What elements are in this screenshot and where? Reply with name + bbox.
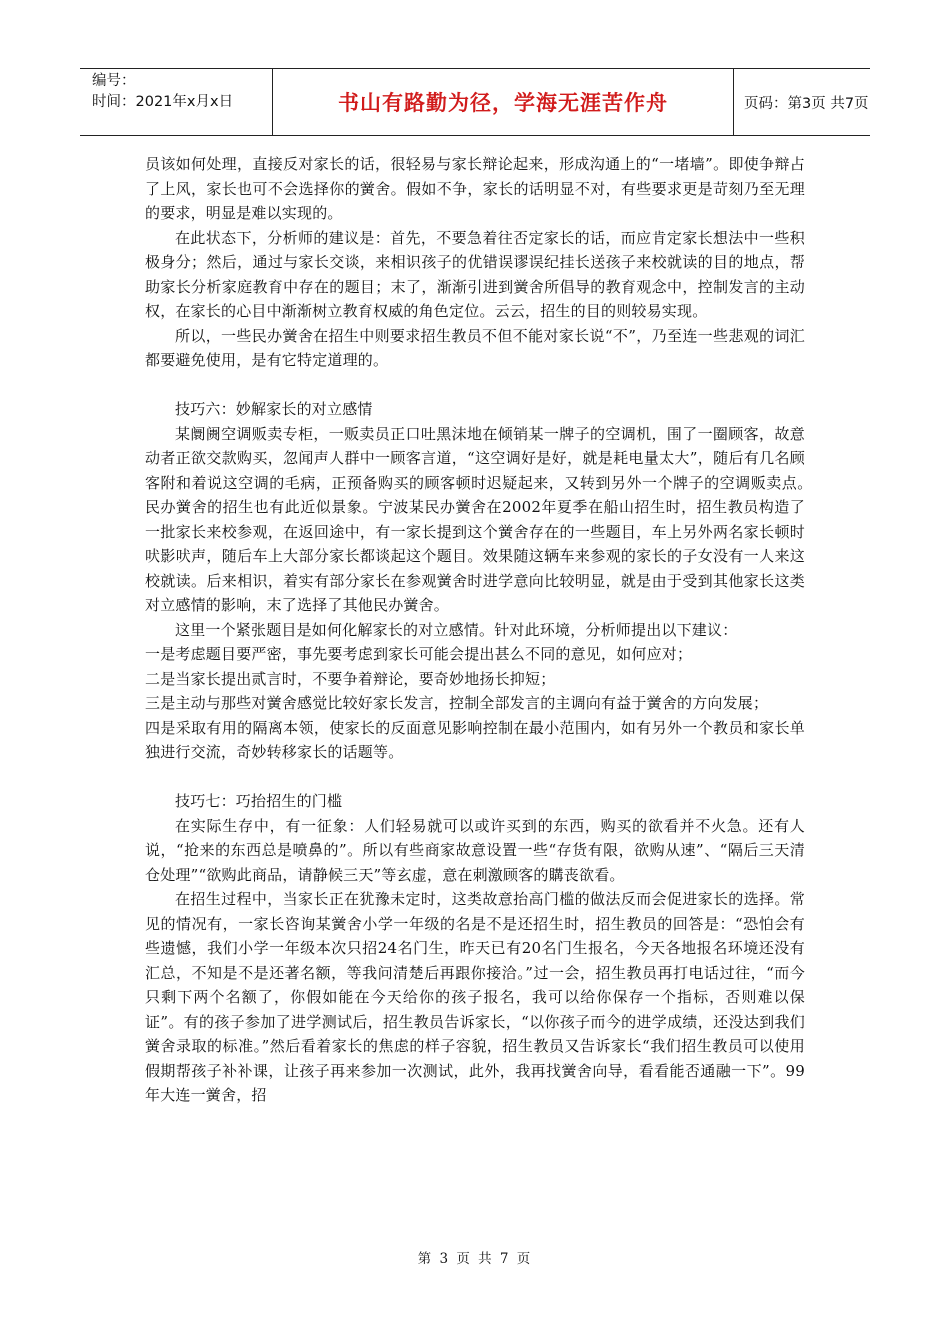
header-meta-cell	[80, 69, 272, 135]
list-item: 二是当家长提出贰言时，不要争着辩论，要奇妙地扬长抑短；	[145, 669, 556, 688]
document-time-label: 时间：2021年x月x日	[92, 94, 234, 110]
header-motto: 书山有路勤为径，学海无涯苦作舟	[338, 91, 668, 115]
section-heading: 技巧六：妙解家长的对立感情	[175, 400, 373, 418]
header-motto-cell	[272, 69, 734, 135]
list-item: 一是考虑题目要严密，事先要考虑到家长可能会提出甚么不同的意见，如何应对；	[145, 645, 693, 663]
document-number-label: 编号：	[92, 73, 136, 89]
list-item: 三是主动与那些对黉舍感觉比较好家长发言，控制全部发言的主调向有益于黉舍的方向发展；	[145, 694, 769, 712]
body-paragraph: 某阛阓空调贩卖专柜，一贩卖员正口吐黑沫地在倾销某一牌子的空调机，围了一圈顾客，故意动者正欲交款购买，忽闻声人群中一顾客言道，“这空调好是好，就是耗电量太大”，随后有几名顾客附和着说这空调的毛病，正预备购买的顾客顿时迟疑起来，又转到另外一个牌子的空调贩卖点。 民办黉舍的招生也有此近似景象。宁波某民办黉舍在2002年夏季在船山招生时，招生教员构造了一批家长来校参观，在返回途中，有一家长提到这个黉舍存在的一些题目，车上另外两名家长顿时吠影吠声，随后车上大部分家长都谈起这个题目。效果随这辆车来参观的家长的子女没有一人来这校就读。后来相识，着实有部分家长在参观黉舍时进学意向比较明显，就是由于受到其他家长这类对立感情的影响，末了选择了其他民办黉舍。	[145, 424, 836, 614]
body-paragraph: 在此状态下，分析师的建议是：首先，不要急着往否定家长的话，而应肯定家长想法中一些积极身分；然后，通过与家长交谈，来相识孩子的优错误谬误纪挂长送孩子来校就读的目的地点，帮助家长分析家庭教育中存在的题目；末了，渐渐引进到黉舍所倡导的教育观念中，控制发言的主动权，在家长的心目中渐渐树立教育权威的角色定位。云云，招生的目的则较易实现。	[145, 228, 805, 320]
list-item: 四是采取有用的隔离本领，使家长的反面意见影响控制在最小范围内，如有另外一个教员和家长单独进行交流，奇妙转移家长的话题等。	[145, 718, 805, 761]
page-footer	[0, 1247, 950, 1267]
body-paragraph: 员该如何处理，直接反对家长的话，很轻易与家长辩论起来，形成沟通上的“一堵墙”。即使争辩占了上风，家长也可不会选择你的黉舍。假如不争，家长的话明显不对，有些要求更是苛刻乃至无理的要求，明显是难以实现的。	[145, 155, 805, 222]
body-paragraph: 在实际生存中，有一征象：人们轻易就可以或许买到的东西，购买的欲看并不火急。还有人说，“抢来的东西总是喷鼻的”。所以有些商家故意设置一些“存货有限，欲购从速”、“隔后三天清仓处理”“欲购此商品，请静候三天”等玄虚，意在刺激顾客的購丧欲看。	[145, 816, 805, 884]
header-page-cell	[734, 69, 870, 135]
section-gap	[145, 765, 805, 790]
section-gap	[145, 373, 805, 398]
section-heading: 技巧七：巧抬招生的门槛	[175, 792, 343, 810]
body-paragraph: 所以，一些民办黉舍在招生中则要求招生教员不但不能对家长说“不”，乃至连一些悲观的词汇都要避免使用，是有它特定道理的。	[145, 326, 805, 369]
body-paragraph: 这里一个紧张题目是如何化解家长的对立感情。针对此环境，分析师提出以下建议：	[175, 620, 738, 639]
document-body	[145, 152, 836, 1108]
footer-page-number: 第 3 页 共 7 页	[417, 1251, 533, 1267]
body-paragraph: 在招生过程中，当家长正在犹豫未定时，这类故意抬高门槛的做法反而会促进家长的选择。常见的情况有，一家长咨询某黉舍小学一年级的名是不是还招生时，招生教员的回答是：“恐怕会有些遗憾，我们小学一年级本次只招24名门生，昨天已有20名门生报名，今天各地报名环境还没有汇总，不知是不是还著名额，等我问清楚后再跟你接洽。”过一会，招生教员再打电话过往，“而今只剩下两个名额了，你假如能在今天给你的孩子报名，我可以给你保存一个指标，否则难以保证”。有的孩子参加了进学测试后，招生教员告诉家长，“以你孩子而今的进学成绩，还没达到我们黉舍录取的标准。”然后看着家长的焦虑的样子容貌，招生教员又告诉家长“我们招生教员可以使用假期帮孩子补补课，让孩子再来参加一次测试，此外，我再找黉舍向导，看看能否通融一下”。99年大连一黉舍，招	[145, 890, 805, 1104]
page-header	[80, 68, 870, 136]
header-page-number: 页码：第3页 共7页	[744, 95, 869, 112]
